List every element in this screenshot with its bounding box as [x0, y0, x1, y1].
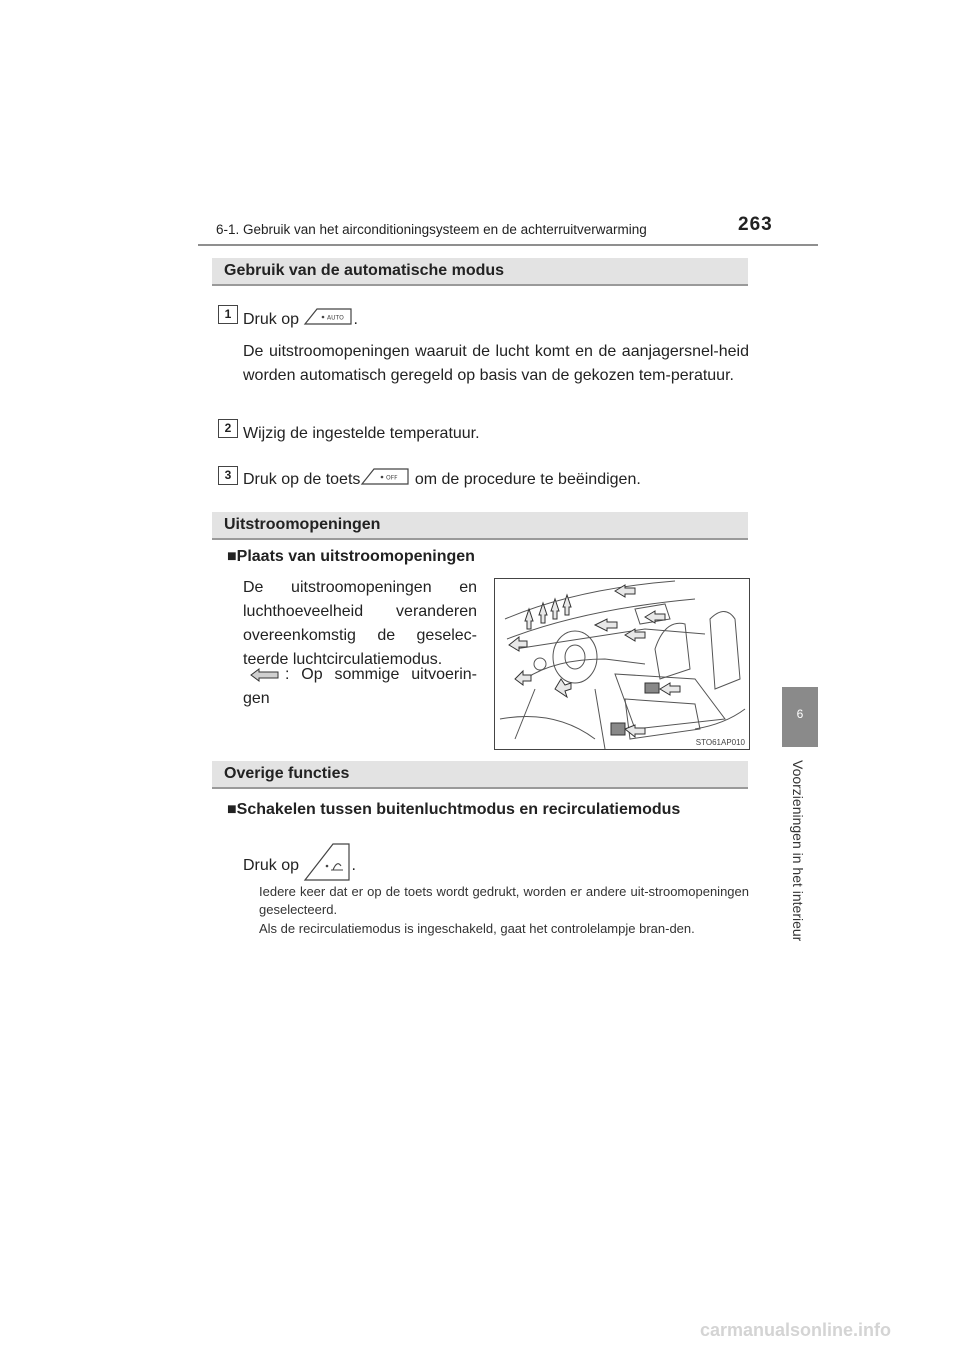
header-rule	[198, 244, 818, 246]
vents-subheading: ■Plaats van uitstroomopeningen	[227, 548, 475, 565]
svg-text:AUTO: AUTO	[327, 314, 345, 322]
step-2-instruction: Wijzig de ingestelde temperatuur.	[243, 425, 480, 442]
vent-location-figure	[494, 578, 750, 750]
note-1: Iedere keer dat er op de toets wordt gedrukt, worden er andere uit-stroomopeningen geselecteerd.	[259, 884, 749, 917]
section-bar-automatic-mode	[212, 258, 748, 286]
step-3-instruction: Druk op de toets OFF om de procedure te beëindigen.	[243, 466, 641, 494]
section-bar-vents	[212, 512, 748, 540]
chapter-number: 6	[796, 707, 804, 721]
vents-legend-text: : Op sommige uitvoerin-gen	[243, 666, 477, 707]
auto-button-icon	[303, 306, 353, 334]
section-title: Uitstroomopeningen	[224, 516, 381, 533]
car-interior-illustration	[495, 579, 750, 750]
chapter-title: Voorzieningen in het interieur	[790, 760, 806, 942]
note-2: Als de recirculatiemodus is ingeschakeld, gaat het controlelampje bran-den.	[259, 921, 695, 936]
page-number: 263	[738, 214, 773, 235]
svg-text:OFF: OFF	[386, 474, 399, 482]
recirculation-subheading: ■Schakelen tussen buitenluchtmodus en recirculatiemodus	[227, 801, 681, 818]
chapter-title-vertical	[790, 760, 812, 970]
step-1-detail: De uitstroomopeningen waaruit de lucht komt en de aanjagersnel-heid worden automatisch geregeld op basis van de gekozen tem-peratuur.	[243, 343, 749, 384]
section-bar-other-functions	[212, 761, 748, 789]
figure-code: STO61AP010	[695, 738, 745, 747]
section-title: Overige functies	[224, 765, 350, 782]
recirculation-instruction: Druk op .	[243, 842, 356, 890]
section-title: Gebruik van de automatische modus	[224, 262, 505, 279]
running-head: 6-1. Gebruik van het airconditioningsysteem en de achterruitverwarming	[216, 222, 647, 237]
chapter-tab	[782, 687, 818, 747]
step-number: 1	[218, 305, 238, 324]
step-number: 2	[218, 419, 238, 438]
watermark: carmanualsonline.info	[700, 1320, 892, 1340]
step-1-instruction: Druk op AUTO .	[243, 306, 358, 334]
step-number: 3	[218, 466, 238, 485]
vents-description: De uitstroomopeningen en luchthoeveelheid veranderen overeenkomstig de geselec-teerde luchtcirculatiemodus.	[243, 579, 477, 668]
off-button-icon	[360, 466, 410, 494]
